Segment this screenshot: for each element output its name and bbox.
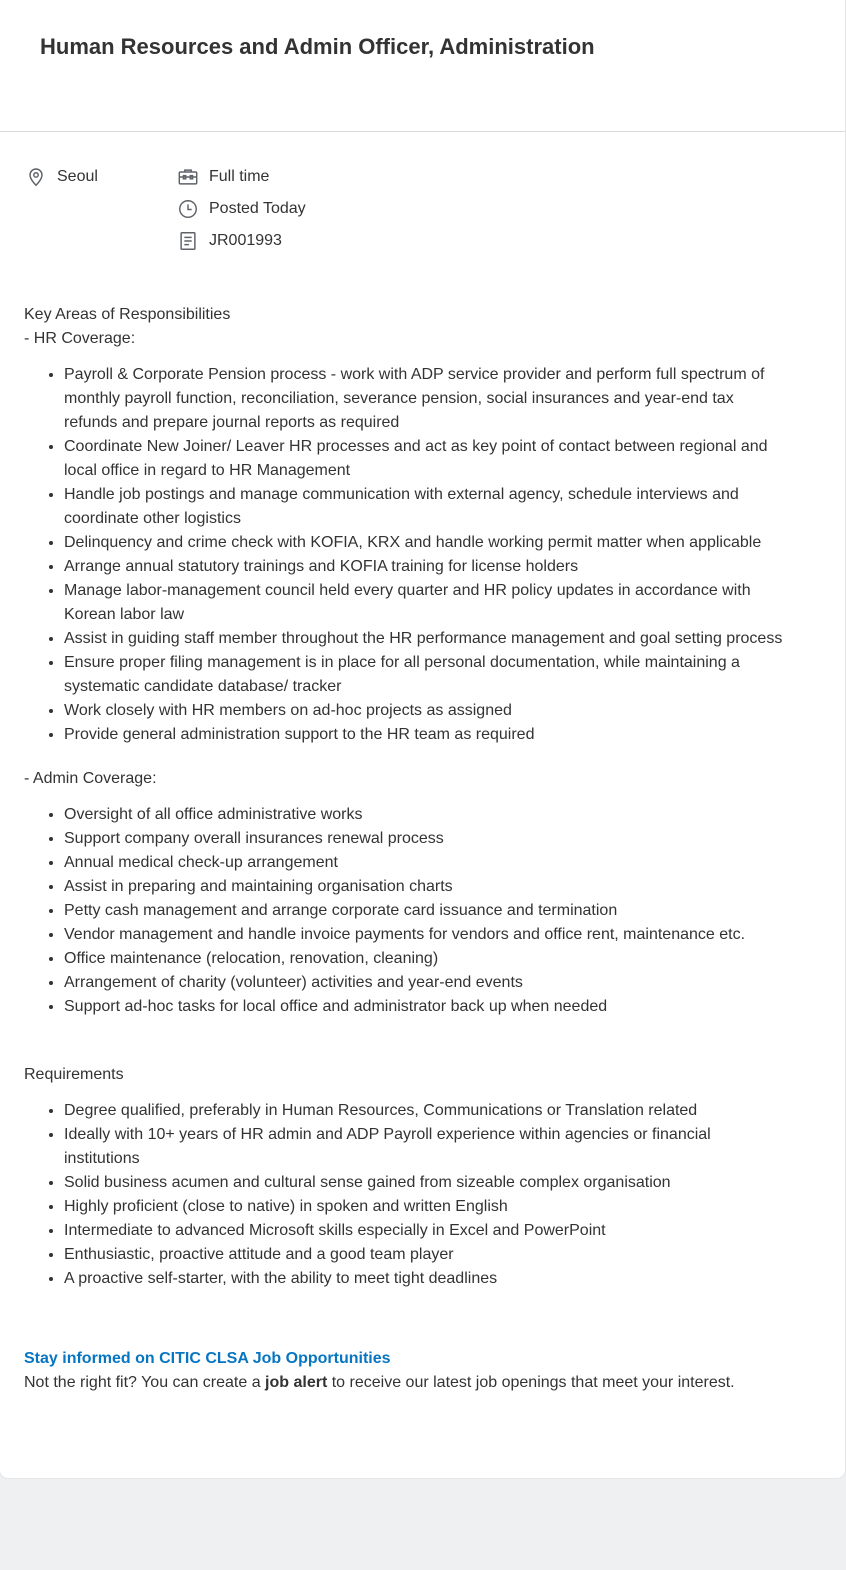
time-type-text: Full time: [209, 168, 270, 185]
list-item: • Support ad-hoc tasks for local office and administrator back up when needed: [64, 995, 784, 1019]
list-item: • Intermediate to advanced Microsoft skills especially in Excel and PowerPoint: [64, 1219, 784, 1243]
list-item: • Arrange annual statutory trainings and KOFIA training for license holders: [64, 555, 784, 579]
stay-informed-text-after: to receive our latest job openings that meet your interest.: [327, 1374, 735, 1391]
list-item: • Delinquency and crime check with KOFIA, KRX and handle working permit matter when applicable: [64, 531, 784, 555]
time-type-row: [177, 165, 269, 189]
req-id-text: JR001993: [209, 232, 282, 249]
list-item: • Coordinate New Joiner/ Leaver HR processes and act as key point of contact between regional and local office in regard to HR Management: [64, 435, 784, 483]
list-item: • Enthusiastic, proactive attitude and a good team player: [64, 1243, 784, 1267]
briefcase-icon: [177, 166, 199, 188]
list-item: • Manage labor-management council held every quarter and HR policy updates in accordance with Korean labor law: [64, 579, 784, 627]
responsibilities-heading: Key Areas of Responsibilities: [24, 306, 231, 323]
admin-coverage-list: [24, 803, 784, 1019]
list-item: • A proactive self-starter, with the ability to meet tight deadlines: [64, 1267, 784, 1291]
document-icon: [177, 230, 199, 252]
posted-text: Posted Today: [209, 200, 306, 217]
list-item: • Highly proficient (close to native) in spoken and written English: [64, 1195, 784, 1219]
requirements-heading: Requirements: [24, 1066, 124, 1083]
posted-row: [177, 197, 306, 221]
location-pin-icon: [25, 166, 47, 188]
hr-coverage-list: [24, 363, 784, 747]
list-item: • Oversight of all office administrative works: [64, 803, 784, 827]
list-item: • Petty cash management and arrange corporate card issuance and termination: [64, 899, 784, 923]
title-bar: [0, 0, 845, 132]
job-description: [24, 303, 784, 1395]
stay-informed-title: Stay informed on CITIC CLSA Job Opportunities: [24, 1350, 391, 1367]
list-item: • Annual medical check-up arrangement: [64, 851, 784, 875]
list-item: • Assist in guiding staff member throughout the HR performance management and goal setting process: [64, 627, 784, 651]
list-item: • Solid business acumen and cultural sense gained from sizeable complex organisation: [64, 1171, 784, 1195]
location-row: [25, 165, 98, 189]
list-item: • Degree qualified, preferably in Human Resources, Communications or Translation related: [64, 1099, 784, 1123]
stay-informed-text: [24, 1371, 784, 1395]
requirements-list: [24, 1099, 784, 1291]
list-item: • Payroll & Corporate Pension process - work with ADP service provider and perform full spectrum of monthly payroll function, reconciliation, severance pension, social insurances and year-end tax refunds and prepare journal reports as required: [64, 363, 784, 435]
list-item: • Provide general administration support to the HR team as required: [64, 723, 784, 747]
list-item: • Work closely with HR members on ad-hoc projects as assigned: [64, 699, 784, 723]
admin-coverage-heading: - Admin Coverage:: [24, 770, 157, 787]
hr-coverage-heading: - HR Coverage:: [24, 330, 136, 347]
location-text: Seoul: [57, 168, 98, 185]
stay-informed-text-before: Not the right fit? You can create a: [24, 1374, 266, 1391]
list-item: • Arrangement of charity (volunteer) activities and year-end events: [64, 971, 784, 995]
clock-icon: [177, 198, 199, 220]
req-id-row: [177, 229, 282, 253]
list-item: • Ideally with 10+ years of HR admin and ADP Payroll experience within agencies or financial institutions: [64, 1123, 784, 1171]
list-item: • Ensure proper filing management is in place for all personal documentation, while maintaining a systematic candidate database/ tracker: [64, 651, 784, 699]
job-alert-link[interactable]: job alert: [265, 1374, 328, 1391]
list-item: • Assist in preparing and maintaining organisation charts: [64, 875, 784, 899]
job-title: Human Resources and Admin Officer, Administration: [40, 34, 595, 59]
list-item: • Office maintenance (relocation, renovation, cleaning): [64, 947, 784, 971]
list-item: • Support company overall insurances renewal process: [64, 827, 784, 851]
list-item: • Vendor management and handle invoice payments for vendors and office rent, maintenance etc.: [64, 923, 784, 947]
list-item: • Handle job postings and manage communication with external agency, schedule interviews and coordinate other logistics: [64, 483, 784, 531]
